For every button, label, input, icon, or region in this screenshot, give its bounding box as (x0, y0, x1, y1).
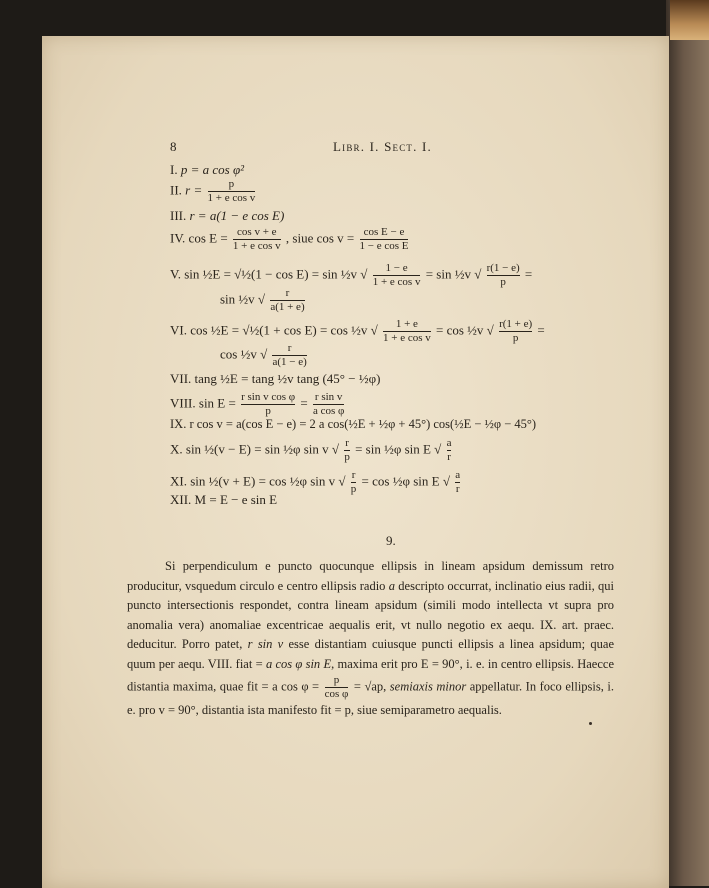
equation-1: I. p = a cos φ² (170, 162, 245, 177)
body-paragraph: Si perpendiculum e puncto quocunque ellipsis in lineam apsidum demissum retro producitur, vsquedum circulo e centro ellipsis radio a descripto occurrat, inclinatio eius radii, qui puncto intersectionis respondet, contra lineam apsidum (simili modo intellecta vt supra pro anomalia vera) anomaliae excentricae aequalis erit, vt nullo negotio ex aequ. IX. art. praec. deducitur. Porro patet, r sin v esse distantiam cuiusque puncti ellipsis a linea apsidum; quae quum per aequ. VIII. fiat = a cos φ sin E, maxima erit pro E = 90°, i. e. in centro ellipsis. Haecce distantia maxima, quae fit = a cos φ = $\frac{p}{\text{cos φ}}$ = √ap, semiaxis minor appellatur. In foco ellipsis, i. e. pro v = 90°, distantia ista manifesto fit = p, siue semiparametro aequalis. (127, 559, 614, 717)
running-title: Libr. I. Sect. I. (333, 139, 432, 154)
equation-3: III. r = a(1 − e cos E) (170, 208, 285, 223)
equation-10: X. sin ½(v − E) = sin ½φ sin v √ $\frac{r}{p}$ = sin ½φ sin E √ $\frac{a}{r}$ (170, 437, 452, 463)
equation-6-line-1: VI. cos ½E = √½(1 + cos E) = cos ½v √ $\frac{1 + e}{\text{1 + e cos v}}$ = cos ½v √ $\frac{r(1 + e)}{p}$ = (170, 318, 545, 344)
equation-11: XI. sin ½(v + E) = cos ½φ sin v √ $\frac{r}{p}$ = cos ½φ sin E √ $\frac{a}{r}$ (170, 469, 461, 495)
equation-6-line-2: cos ½v √ $\frac{r}{a(1 - e)}$ (220, 342, 307, 368)
equation-5-line-1: V. sin ½E = √½(1 − cos E) = sin ½v √ $\frac{1 - e}{\text{1 + e cos v}}$ = sin ½v √ $\frac{r(1 - e)}{p}$ = (170, 262, 533, 288)
page-marker-tab (670, 0, 709, 40)
equation-7: VII. tang ½E = tang ½v tang (45° − ½φ) (170, 371, 381, 386)
section-number: 9. (386, 533, 396, 548)
equation-9: IX. r cos v = a(cos E − e) = 2 a cos(½E + ½φ + 45°) cos(½E − ½φ − 45°) (170, 417, 537, 431)
ink-speck (589, 722, 592, 725)
page-number: 8 (170, 139, 177, 154)
book-edge (666, 0, 709, 886)
equation-5-line-2: sin ½v √ $\frac{r}{a(1 + e)}$ (220, 287, 305, 313)
equation-4: IV. cos E = $\frac{\text{cos v + e}}{\text{1 + e cos v}}$ , siue cos v = $\frac{\text{cos E − e}}{\text{1 − e cos E}}$ (170, 226, 409, 252)
equation-8: VIII. sin E = $\frac{\text{r sin v cos φ}}{p}$ = $\frac{\text{r sin v}}{\text{a cos φ}}$ (170, 391, 345, 417)
equation-12: XII. M = E − e sin E (170, 492, 278, 507)
equation-2: II. r = $\frac{p}{\text{1 + e cos v}}$ (170, 178, 256, 204)
